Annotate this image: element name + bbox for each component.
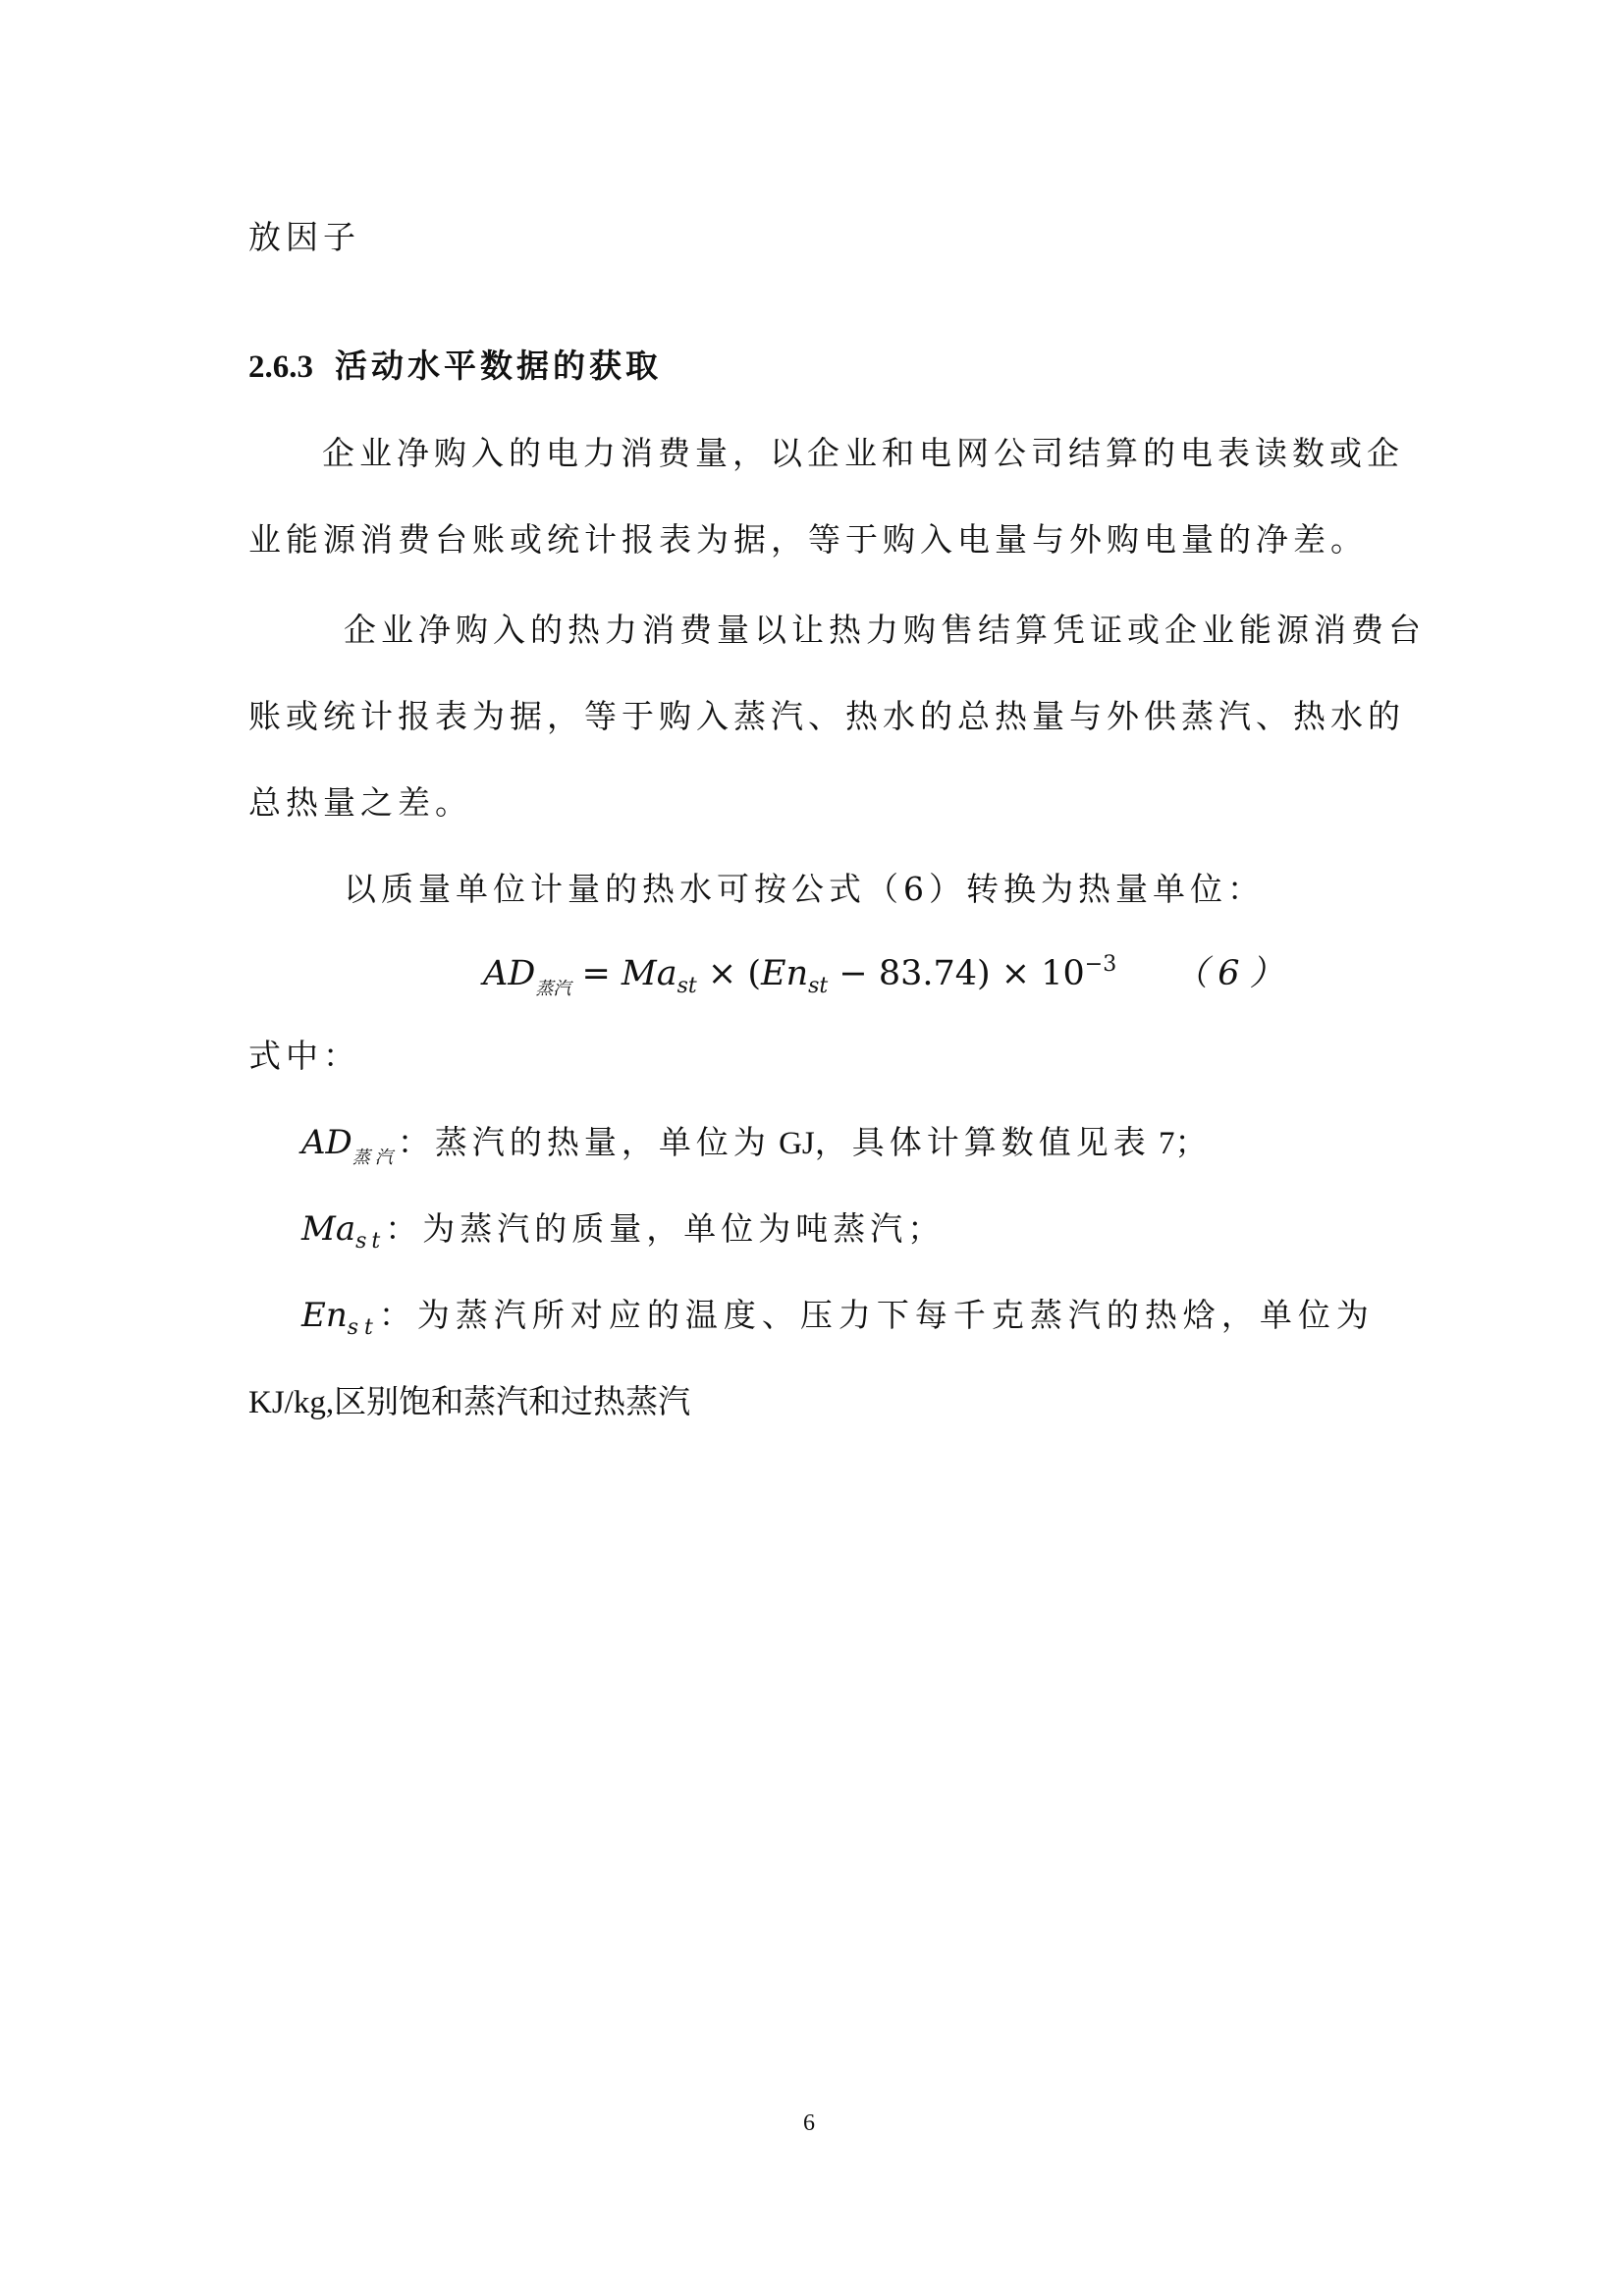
def-ad-text-a: ：蒸汽的热量，单位为 — [397, 1123, 771, 1161]
formula-en: En — [761, 954, 809, 993]
section-number: 2.6.3 — [248, 349, 313, 385]
definition-en-continued — [248, 1378, 690, 1426]
formula-ad-subscript: 蒸汽 — [535, 979, 571, 999]
formula-minus: − 83.74) × 10 — [828, 954, 1085, 993]
section-heading — [248, 343, 662, 391]
def-ad-symbol: AD — [301, 1123, 352, 1162]
definition-ad — [301, 1119, 1213, 1182]
definition-en — [301, 1292, 1375, 1352]
formula-exponent: −3 — [1084, 952, 1117, 977]
def-ad-table: 7 — [1150, 1126, 1175, 1161]
formula-ma-subscript: st — [676, 974, 697, 998]
def-ad-text-b: ，具体计算数值见表 — [814, 1123, 1151, 1161]
page-number: 6 — [803, 2110, 815, 2136]
formula-equals: = — [570, 954, 622, 993]
def-ma-subscript: st — [355, 1229, 386, 1254]
where-label: 式中： — [248, 1037, 360, 1075]
def-ad-subscript: 蒸汽 — [352, 1148, 398, 1168]
formula-ma: Ma — [621, 954, 677, 993]
def-en-text2: 区别饱和蒸汽和过热蒸汽 — [334, 1382, 691, 1420]
def-en-text: ：为蒸汽所对应的温度、压力下每千克蒸汽的热焓，单位为 — [378, 1296, 1375, 1334]
formula-en-subscript: st — [808, 974, 829, 998]
definition-ma — [301, 1205, 945, 1265]
steam-heat-formula — [483, 940, 1294, 1014]
continuation-text: 放因子 — [248, 218, 360, 256]
section-title: 活动水平数据的获取 — [335, 347, 662, 385]
formula-ad: AD — [483, 954, 536, 993]
paragraph-1-line-2: 业能源消费台账或统计报表为据，等于购入电量与外购电量的净差。 — [248, 520, 1368, 559]
def-ad-text-c: ； — [1174, 1123, 1213, 1161]
def-en-subscript: st — [347, 1315, 379, 1340]
paragraph-2-line-3: 总热量之差。 — [248, 783, 472, 822]
def-ma-text: ：为蒸汽的质量，单位为吨蒸汽； — [385, 1209, 946, 1248]
equation-number: （6） — [1173, 954, 1294, 993]
paragraph-3: 以质量单位计量的热水可按公式（6）转换为热量单位： — [344, 870, 1265, 908]
def-en-unit: KJ/kg, — [248, 1385, 335, 1420]
paragraph-1-line-1: 企业净购入的电力消费量，以企业和电网公司结算的电表读数或企 — [322, 434, 1404, 472]
paragraph-2-line-2: 账或统计报表为据，等于购入蒸汽、热水的总热量与外供蒸汽、热水的 — [248, 697, 1405, 735]
def-en-symbol: En — [301, 1296, 348, 1335]
paragraph-2-line-1: 企业净购入的热力消费量以让热力购售结算凭证或企业能源消费台 — [344, 611, 1426, 649]
def-ad-unit: GJ — [770, 1126, 815, 1161]
def-ma-symbol: Ma — [301, 1209, 356, 1249]
formula-times: × ( — [696, 954, 762, 993]
